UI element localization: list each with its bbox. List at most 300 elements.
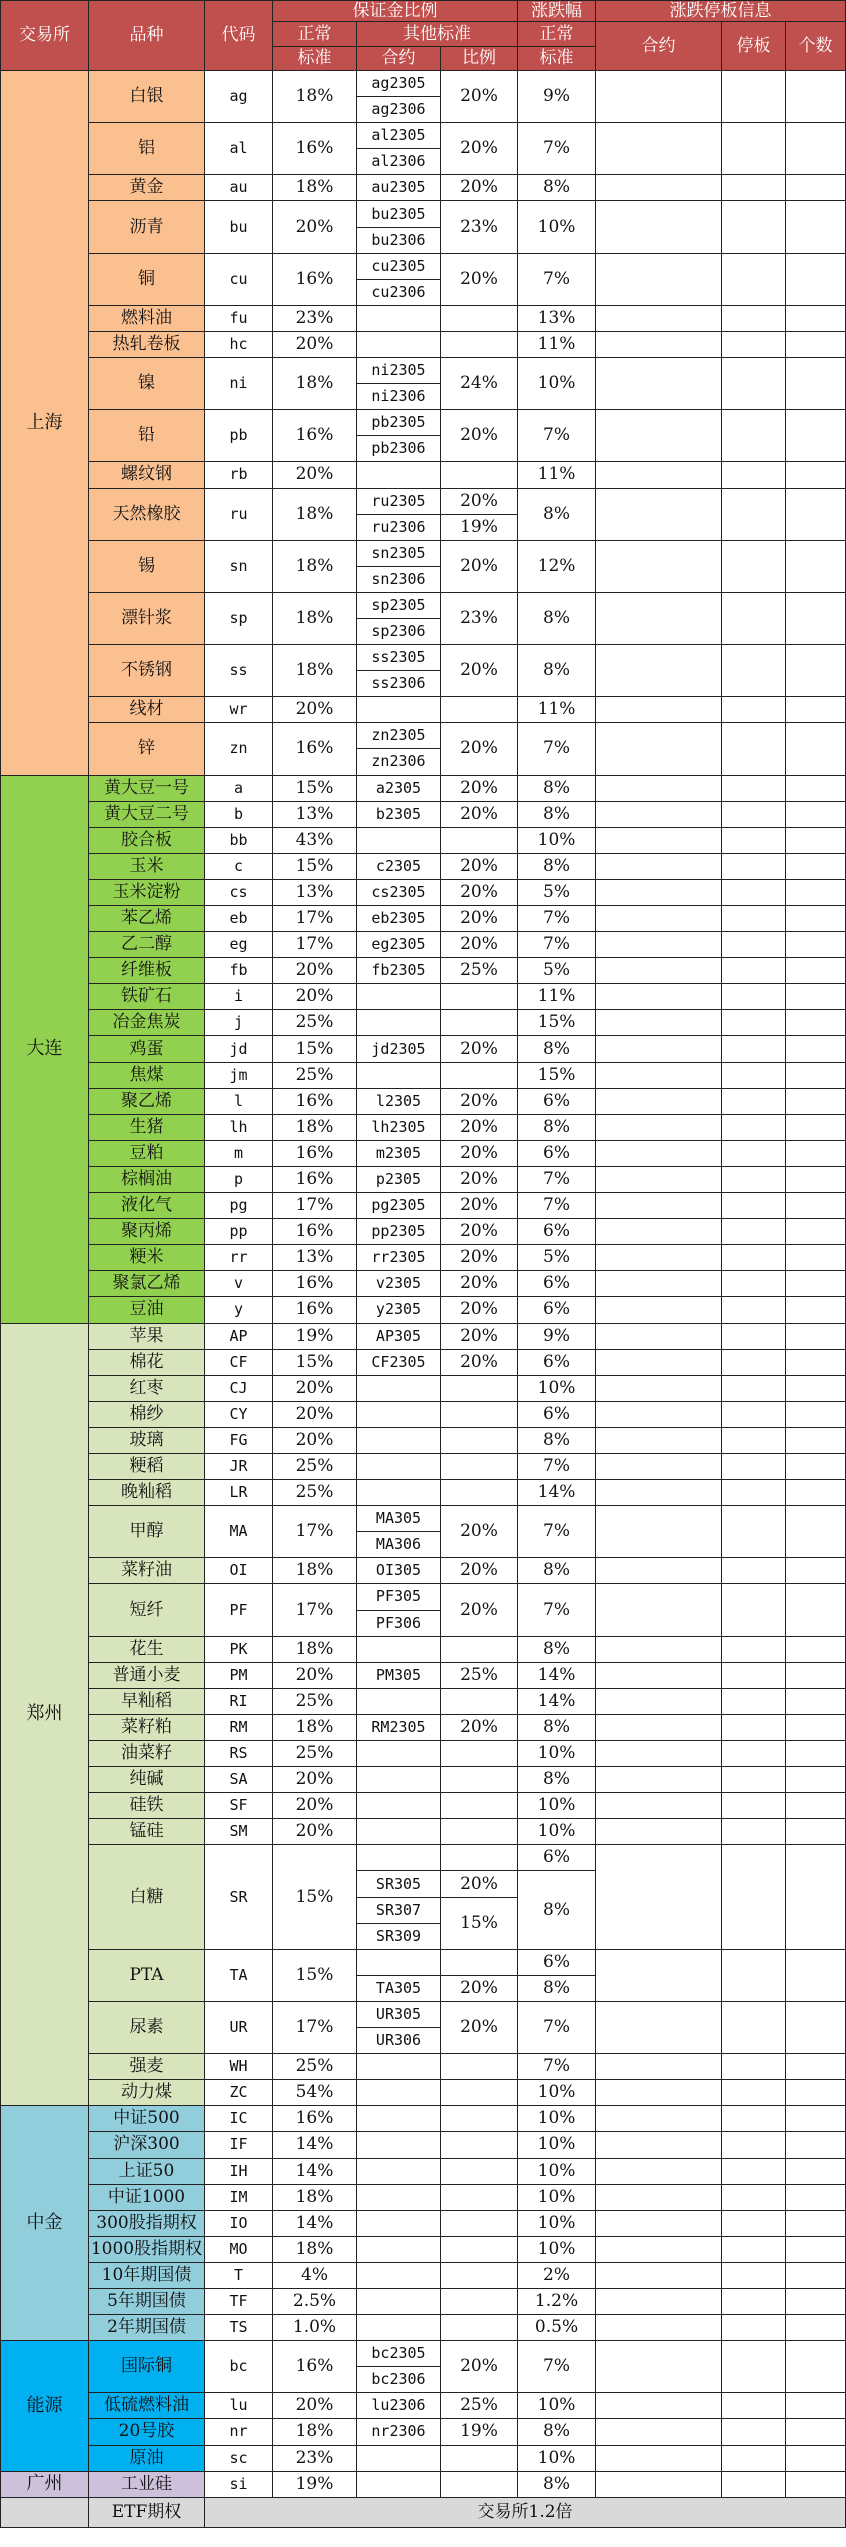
variety-cell: 花生 <box>89 1636 205 1662</box>
stop-contract-cell <box>596 723 722 775</box>
code-cell: eg <box>205 932 273 958</box>
variety-cell: PTA <box>89 1949 205 2001</box>
stop-contract-cell <box>596 984 722 1010</box>
contract-cell: fb2305 <box>357 958 441 984</box>
stop-contract-cell <box>596 2445 722 2471</box>
code-cell: bb <box>205 827 273 853</box>
contract-cell <box>357 827 441 853</box>
contract-cell: PF306 <box>357 1610 441 1636</box>
contract-cell: pg2305 <box>357 1193 441 1219</box>
stop-contract-cell <box>596 2262 722 2288</box>
contract-cell: eb2305 <box>357 906 441 932</box>
ratio-cell: 20% <box>441 2001 518 2053</box>
code-cell: CJ <box>205 1375 273 1401</box>
code-cell: PK <box>205 1636 273 1662</box>
margin-cell: 20% <box>273 1767 357 1793</box>
table-row <box>1 1140 846 1166</box>
variety-cell: 粳米 <box>89 1245 205 1271</box>
count-cell <box>786 1714 846 1740</box>
stop-contract-cell <box>596 1193 722 1219</box>
stop-board-cell <box>722 1375 786 1401</box>
ratio-cell: 20% <box>441 1140 518 1166</box>
ratio-cell: 20% <box>441 1114 518 1140</box>
table-row <box>1 932 846 958</box>
variety-cell: 锡 <box>89 540 205 592</box>
stop-board-cell <box>722 2132 786 2158</box>
exchange-cell-zhengzhou: 郑州 <box>1 1323 89 2106</box>
variety-cell: 聚乙烯 <box>89 1088 205 1114</box>
stop-board-cell <box>722 1062 786 1088</box>
variety-cell: 燃料油 <box>89 305 205 331</box>
stop-board-cell <box>722 2315 786 2341</box>
margin-cell: 14% <box>273 2210 357 2236</box>
code-cell: MO <box>205 2236 273 2262</box>
count-cell <box>786 2445 846 2471</box>
limit-cell: 10% <box>518 2236 596 2262</box>
margin-cell: 16% <box>273 253 357 305</box>
stop-board-cell <box>722 1688 786 1714</box>
table-row <box>1 984 846 1010</box>
code-cell: pp <box>205 1219 273 1245</box>
stop-contract-cell <box>596 2288 722 2314</box>
margin-cell: 18% <box>273 592 357 644</box>
stop-contract-cell <box>596 123 722 175</box>
margin-cell: 16% <box>273 1219 357 1245</box>
stop-board-cell <box>722 1819 786 1845</box>
variety-cell: 300股指期权 <box>89 2210 205 2236</box>
ratio-cell: 20% <box>441 1088 518 1114</box>
code-cell: RM <box>205 1714 273 1740</box>
stop-board-cell <box>722 71 786 123</box>
table-row <box>1 2158 846 2184</box>
stop-contract-cell <box>596 2393 722 2419</box>
variety-cell: 铁矿石 <box>89 984 205 1010</box>
header-stop-group: 涨跌停板信息 <box>596 1 846 22</box>
limit-cell: 10% <box>518 2184 596 2210</box>
contract-cell: SR307 <box>357 1897 441 1923</box>
variety-cell: 上证50 <box>89 2158 205 2184</box>
limit-cell: 10% <box>518 2445 596 2471</box>
limit-cell: 7% <box>518 1506 596 1558</box>
contract-cell: al2306 <box>357 149 441 175</box>
table-row <box>1 71 846 97</box>
table-row <box>1 592 846 618</box>
ratio-cell <box>441 1480 518 1506</box>
code-cell: SR <box>205 1845 273 1949</box>
limit-cell: 8% <box>518 1975 596 2001</box>
margin-cell: 20% <box>273 2393 357 2419</box>
limit-cell: 8% <box>518 175 596 201</box>
stop-contract-cell <box>596 1088 722 1114</box>
ratio-cell <box>441 1427 518 1453</box>
table-row <box>1 1036 846 1062</box>
ratio-cell <box>441 1453 518 1479</box>
count-cell <box>786 592 846 644</box>
margin-cell: 17% <box>273 1584 357 1636</box>
table-row <box>1 358 846 384</box>
contract-cell: MA305 <box>357 1506 441 1532</box>
contract-cell: ag2306 <box>357 97 441 123</box>
stop-contract-cell <box>596 410 722 462</box>
count-cell <box>786 253 846 305</box>
header-stop-board: 停板 <box>722 22 786 71</box>
variety-cell: 甲醇 <box>89 1506 205 1558</box>
contract-cell: cs2305 <box>357 879 441 905</box>
variety-cell: 白银 <box>89 71 205 123</box>
stop-board-cell <box>722 2393 786 2419</box>
stop-contract-cell <box>596 1349 722 1375</box>
table-row <box>1 1688 846 1714</box>
stop-board-cell <box>722 906 786 932</box>
stop-contract-cell <box>596 71 722 123</box>
stop-contract-cell <box>596 932 722 958</box>
variety-cell: 原油 <box>89 2445 205 2471</box>
table-row <box>1 1349 846 1375</box>
margin-cell: 18% <box>273 175 357 201</box>
table-row <box>1 1480 846 1506</box>
ratio-cell: 20% <box>441 1166 518 1192</box>
header-limit-standard: 标准 <box>518 47 596 71</box>
contract-cell: ru2305 <box>357 488 441 514</box>
contract-cell: ag2305 <box>357 71 441 97</box>
margin-cell: 4% <box>273 2262 357 2288</box>
contract-cell <box>357 2158 441 2184</box>
stop-contract-cell <box>596 253 722 305</box>
stop-board-cell <box>722 2419 786 2445</box>
contract-cell: sp2305 <box>357 592 441 618</box>
header-margin-group: 保证金比例 <box>273 1 518 22</box>
code-cell: MA <box>205 1506 273 1558</box>
code-cell: RS <box>205 1741 273 1767</box>
table-row <box>1 879 846 905</box>
stop-board-cell <box>722 2080 786 2106</box>
stop-board-cell <box>722 775 786 801</box>
count-cell <box>786 410 846 462</box>
stop-board-cell <box>722 1741 786 1767</box>
table-row <box>1 1375 846 1401</box>
margin-cell: 17% <box>273 2001 357 2053</box>
stop-contract-cell <box>596 2210 722 2236</box>
table-row <box>1 1114 846 1140</box>
limit-cell: 6% <box>518 1271 596 1297</box>
contract-cell: OI305 <box>357 1558 441 1584</box>
contract-cell: RM2305 <box>357 1714 441 1740</box>
margin-cell: 23% <box>273 2445 357 2471</box>
ratio-cell: 20% <box>441 253 518 305</box>
code-cell: fu <box>205 305 273 331</box>
contract-cell <box>357 2054 441 2080</box>
margin-cell: 16% <box>273 723 357 775</box>
variety-cell: 硅铁 <box>89 1793 205 1819</box>
count-cell <box>786 2106 846 2132</box>
contract-cell: jd2305 <box>357 1036 441 1062</box>
contract-cell: pb2306 <box>357 436 441 462</box>
count-cell <box>786 1662 846 1688</box>
stop-board-cell <box>722 2236 786 2262</box>
stop-board-cell <box>722 462 786 488</box>
table-row <box>1 1245 846 1271</box>
margin-cell: 25% <box>273 1480 357 1506</box>
stop-contract-cell <box>596 1271 722 1297</box>
limit-cell: 10% <box>518 2080 596 2106</box>
count-cell <box>786 958 846 984</box>
margin-cell: 25% <box>273 1453 357 1479</box>
margin-cell: 17% <box>273 1506 357 1558</box>
code-cell: jm <box>205 1062 273 1088</box>
code-cell: SM <box>205 1819 273 1845</box>
code-cell: sp <box>205 592 273 644</box>
limit-cell: 5% <box>518 1245 596 1271</box>
contract-cell: MA306 <box>357 1532 441 1558</box>
variety-cell: 玉米淀粉 <box>89 879 205 905</box>
variety-cell: 2年期国债 <box>89 2315 205 2341</box>
table-row <box>1 1949 846 1975</box>
table-row <box>1 1193 846 1219</box>
limit-cell: 14% <box>518 1480 596 1506</box>
margin-cell: 25% <box>273 1062 357 1088</box>
ratio-cell <box>441 462 518 488</box>
stop-board-cell <box>722 2158 786 2184</box>
variety-cell: 工业硅 <box>89 2471 205 2497</box>
limit-cell: 8% <box>518 1767 596 1793</box>
contract-cell: b2305 <box>357 801 441 827</box>
count-cell <box>786 1323 846 1349</box>
stop-board-cell <box>722 1219 786 1245</box>
stop-board-cell <box>722 879 786 905</box>
code-cell: a <box>205 775 273 801</box>
code-cell: ss <box>205 645 273 697</box>
margin-cell: 20% <box>273 1819 357 1845</box>
limit-cell: 8% <box>518 1427 596 1453</box>
code-cell: ni <box>205 358 273 410</box>
stop-contract-cell <box>596 1219 722 1245</box>
table-row <box>1 723 846 749</box>
variety-cell: 玉米 <box>89 853 205 879</box>
margin-cell: 20% <box>273 1427 357 1453</box>
contract-cell: ss2306 <box>357 671 441 697</box>
limit-cell: 7% <box>518 932 596 958</box>
variety-cell: 苹果 <box>89 1323 205 1349</box>
code-cell: b <box>205 801 273 827</box>
contract-cell <box>357 1010 441 1036</box>
variety-cell: 红枣 <box>89 1375 205 1401</box>
margin-cell: 15% <box>273 1036 357 1062</box>
limit-cell: 13% <box>518 305 596 331</box>
limit-cell: 8% <box>518 1114 596 1140</box>
ratio-cell <box>441 1845 518 1871</box>
limit-cell: 11% <box>518 697 596 723</box>
limit-cell: 10% <box>518 1793 596 1819</box>
count-cell <box>786 2080 846 2106</box>
code-cell: IC <box>205 2106 273 2132</box>
count-cell <box>786 1166 846 1192</box>
stop-contract-cell <box>596 1062 722 1088</box>
count-cell <box>786 2341 846 2393</box>
margin-cell: 20% <box>273 984 357 1010</box>
code-cell: JR <box>205 1453 273 1479</box>
contract-cell: ss2305 <box>357 645 441 671</box>
ratio-cell <box>441 2054 518 2080</box>
table-row <box>1 1506 846 1532</box>
margin-cell: 20% <box>273 1793 357 1819</box>
contract-cell: bc2305 <box>357 2341 441 2367</box>
stop-contract-cell <box>596 2341 722 2393</box>
limit-cell: 7% <box>518 906 596 932</box>
stop-board-cell <box>722 2001 786 2053</box>
contract-cell <box>357 2080 441 2106</box>
ratio-cell: 20% <box>441 540 518 592</box>
header-exchange: 交易所 <box>1 1 89 71</box>
margin-cell: 15% <box>273 1349 357 1375</box>
count-cell <box>786 1088 846 1114</box>
limit-cell: 7% <box>518 1453 596 1479</box>
margin-cell: 14% <box>273 2158 357 2184</box>
limit-cell: 11% <box>518 462 596 488</box>
limit-cell: 14% <box>518 1688 596 1714</box>
ratio-cell: 20% <box>441 853 518 879</box>
stop-contract-cell <box>596 2471 722 2497</box>
contract-cell <box>357 305 441 331</box>
variety-cell: 棉纱 <box>89 1401 205 1427</box>
count-cell <box>786 2471 846 2497</box>
margin-cell: 16% <box>273 1140 357 1166</box>
count-cell <box>786 2054 846 2080</box>
variety-cell: 中证500 <box>89 2106 205 2132</box>
margin-cell: 18% <box>273 540 357 592</box>
code-cell: lu <box>205 2393 273 2419</box>
table-row <box>1 488 846 514</box>
table-row <box>1 2262 846 2288</box>
variety-cell: 聚丙烯 <box>89 1219 205 1245</box>
ratio-cell <box>441 2210 518 2236</box>
count-cell <box>786 1845 846 1949</box>
count-cell <box>786 1480 846 1506</box>
code-cell: CY <box>205 1401 273 1427</box>
margin-cell: 20% <box>273 331 357 357</box>
count-cell <box>786 801 846 827</box>
stop-contract-cell <box>596 2080 722 2106</box>
stop-contract-cell <box>596 1140 722 1166</box>
ratio-cell: 20% <box>441 71 518 123</box>
ratio-cell: 20% <box>441 801 518 827</box>
stop-board-cell <box>722 1949 786 2001</box>
contract-cell: al2305 <box>357 123 441 149</box>
stop-contract-cell <box>596 331 722 357</box>
contract-cell <box>357 1062 441 1088</box>
table-row <box>1 1819 846 1845</box>
contract-cell: nr2306 <box>357 2419 441 2445</box>
count-cell <box>786 175 846 201</box>
contract-cell: ni2305 <box>357 358 441 384</box>
limit-cell: 8% <box>518 775 596 801</box>
margin-cell: 18% <box>273 2419 357 2445</box>
stop-board-cell <box>722 1480 786 1506</box>
limit-cell: 8% <box>518 1558 596 1584</box>
stop-contract-cell <box>596 2132 722 2158</box>
limit-cell: 7% <box>518 2054 596 2080</box>
limit-cell: 7% <box>518 1166 596 1192</box>
stop-board-cell <box>722 2445 786 2471</box>
count-cell <box>786 1245 846 1271</box>
contract-cell <box>357 2106 441 2132</box>
ratio-cell: 23% <box>441 201 518 253</box>
ratio-cell <box>441 1819 518 1845</box>
count-cell <box>786 1793 846 1819</box>
stop-contract-cell <box>596 201 722 253</box>
ratio-cell: 20% <box>441 1036 518 1062</box>
contract-cell: pp2305 <box>357 1219 441 1245</box>
variety-cell: 冶金焦炭 <box>89 1010 205 1036</box>
variety-cell: 苯乙烯 <box>89 906 205 932</box>
variety-cell: 棕榈油 <box>89 1166 205 1192</box>
count-cell <box>786 1506 846 1558</box>
code-cell: TA <box>205 1949 273 2001</box>
table-row <box>1 1793 846 1819</box>
variety-cell: 锰硅 <box>89 1819 205 1845</box>
table-row <box>1 1062 846 1088</box>
contract-cell: p2305 <box>357 1166 441 1192</box>
contract-cell <box>357 2262 441 2288</box>
stop-board-cell <box>722 723 786 775</box>
margin-cell: 16% <box>273 123 357 175</box>
variety-cell: 短纤 <box>89 1584 205 1636</box>
ratio-cell <box>441 2288 518 2314</box>
limit-cell: 8% <box>518 2419 596 2445</box>
code-cell: IH <box>205 2158 273 2184</box>
stop-contract-cell <box>596 592 722 644</box>
variety-cell: 铜 <box>89 253 205 305</box>
ratio-cell <box>441 1062 518 1088</box>
stop-contract-cell <box>596 827 722 853</box>
limit-cell: 7% <box>518 2341 596 2393</box>
count-cell <box>786 2288 846 2314</box>
stop-contract-cell <box>596 2054 722 2080</box>
contract-cell <box>357 462 441 488</box>
margin-cell: 18% <box>273 2236 357 2262</box>
code-cell: wr <box>205 697 273 723</box>
variety-cell: 豆粕 <box>89 1140 205 1166</box>
count-cell <box>786 1297 846 1323</box>
code-cell: IF <box>205 2132 273 2158</box>
table-row <box>1 2315 846 2341</box>
contract-cell: bu2305 <box>357 201 441 227</box>
margin-cell: 16% <box>273 410 357 462</box>
stop-contract-cell <box>596 1010 722 1036</box>
contract-cell: rr2305 <box>357 1245 441 1271</box>
ratio-cell <box>441 1636 518 1662</box>
code-cell: lh <box>205 1114 273 1140</box>
stop-contract-cell <box>596 853 722 879</box>
contract-cell: UR306 <box>357 2028 441 2054</box>
code-cell: RI <box>205 1688 273 1714</box>
variety-cell: 粳稻 <box>89 1453 205 1479</box>
variety-cell: 天然橡胶 <box>89 488 205 540</box>
stop-contract-cell <box>596 801 722 827</box>
count-cell <box>786 827 846 853</box>
etf-label: ETF期权 <box>89 2497 205 2527</box>
table-row <box>1 1401 846 1427</box>
count-cell <box>786 2262 846 2288</box>
stop-board-cell <box>722 1845 786 1949</box>
contract-cell <box>357 1819 441 1845</box>
contract-cell: l2305 <box>357 1088 441 1114</box>
code-cell: LR <box>205 1480 273 1506</box>
table-row <box>1 2054 846 2080</box>
code-cell: IO <box>205 2210 273 2236</box>
stop-board-cell <box>722 2210 786 2236</box>
stop-board-cell <box>722 2341 786 2393</box>
ratio-cell: 20% <box>441 879 518 905</box>
